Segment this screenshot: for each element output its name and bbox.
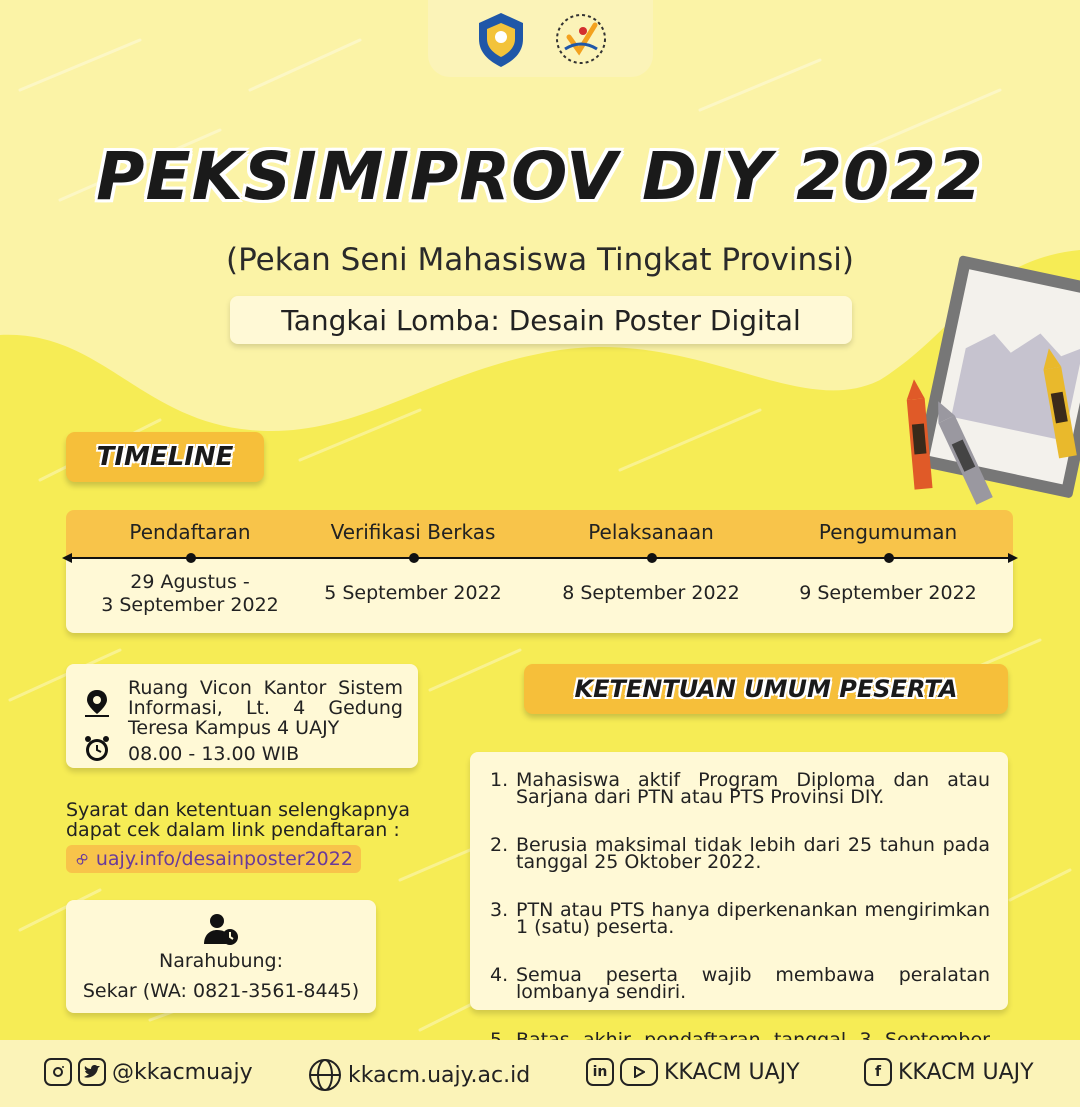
footer-linkedin-youtube[interactable] bbox=[586, 1058, 800, 1086]
timeline-date bbox=[71, 571, 309, 617]
rules-heading: KETENTUAN UMUM PESERTA bbox=[524, 664, 1008, 714]
competition-category: Tangkai Lomba: Desain Poster Digital bbox=[230, 296, 852, 344]
bsmi-logo-icon bbox=[553, 9, 609, 69]
contact-label: Narahubung: bbox=[158, 950, 283, 972]
rule-number: 3. bbox=[490, 899, 509, 921]
timeline-label: Pengumuman bbox=[818, 520, 958, 544]
venue-location: Ruang Vicon Kantor Sistem Informasi, Lt. 4 Gedung Teresa Kampus 4 UAJY bbox=[128, 677, 403, 739]
timeline-items bbox=[66, 520, 1013, 630]
venue-time: 08.00 - 13.00 WIB bbox=[128, 743, 300, 765]
alarm-clock-icon bbox=[82, 734, 112, 764]
rules-card bbox=[470, 752, 1008, 1010]
registration-note-line: dapat cek dalam link pendaftaran : bbox=[66, 819, 400, 841]
footer-social[interactable] bbox=[44, 1058, 253, 1086]
facebook-name[interactable]: KKACM UAJY bbox=[898, 1059, 1034, 1085]
rule-text: PTN atau PTS hanya diperkenankan mengirimkan 1 (satu) peserta. bbox=[516, 899, 990, 938]
registration-note bbox=[66, 800, 426, 840]
timeline-label: Verifikasi Berkas bbox=[330, 520, 496, 544]
rule-item bbox=[490, 769, 990, 808]
footer-website[interactable] bbox=[308, 1058, 530, 1092]
facebook-icon[interactable]: f bbox=[864, 1058, 892, 1086]
contact-value: Sekar (WA: 0821-3561-8445) bbox=[82, 980, 360, 1002]
event-subtitle: (Pekan Seni Mahasiswa Tingkat Provinsi) bbox=[225, 242, 854, 278]
rule-item bbox=[490, 834, 990, 873]
rule-item bbox=[490, 964, 990, 1003]
youtube-icon[interactable] bbox=[620, 1058, 658, 1086]
rule-item bbox=[490, 899, 990, 938]
timeline-date: 9 September 2022 bbox=[799, 582, 977, 604]
registration-note-line: Syarat dan ketentuan selengkapnya bbox=[66, 799, 411, 821]
timeline-item bbox=[71, 520, 309, 617]
event-title: PEKSIMIPROV DIY 2022 bbox=[96, 138, 984, 215]
timeline-item bbox=[769, 520, 1007, 605]
twitter-icon[interactable] bbox=[78, 1058, 106, 1086]
website-url[interactable]: kkacm.uajy.ac.id bbox=[348, 1062, 531, 1088]
timeline-heading: TIMELINE bbox=[66, 432, 264, 482]
timeline-label: Pelaksanaan bbox=[588, 520, 714, 544]
www-globe-icon[interactable] bbox=[308, 1058, 342, 1092]
linkedin-icon[interactable]: in bbox=[586, 1058, 614, 1086]
rule-number: 2. bbox=[490, 834, 509, 856]
timeline-item bbox=[294, 520, 532, 605]
location-pin-icon bbox=[82, 688, 112, 718]
venue-card bbox=[66, 664, 418, 768]
instagram-icon[interactable] bbox=[44, 1058, 72, 1086]
timeline-item bbox=[532, 520, 770, 605]
timeline-date: 8 September 2022 bbox=[562, 582, 740, 604]
university-logo-icon bbox=[473, 9, 529, 69]
contact-person-icon bbox=[203, 912, 239, 946]
timeline-label: Pendaftaran bbox=[129, 520, 251, 544]
social-handle[interactable]: @kkacmuajy bbox=[112, 1059, 253, 1085]
rule-text: Mahasiswa aktif Program Diploma dan atau Sarjana dari PTN atau PTS Provinsi DIY. bbox=[516, 769, 990, 808]
rule-number: 1. bbox=[490, 769, 509, 791]
timeline-date-line: 29 Agustus - bbox=[130, 571, 250, 593]
registration-link[interactable] bbox=[66, 845, 361, 873]
rule-text: Berusia maksimal tidak lebih dari 25 tahun pada tanggal 25 Oktober 2022. bbox=[516, 834, 990, 873]
registration-link-text[interactable]: uajy.info/desainposter2022 bbox=[95, 848, 353, 870]
rule-text: Semua peserta wajib membawa peralatan lombanya sendiri. bbox=[516, 964, 990, 1003]
logo-card bbox=[428, 0, 653, 77]
contact-card bbox=[66, 900, 376, 1013]
footer-facebook[interactable] bbox=[864, 1058, 1034, 1086]
timeline-date: 5 September 2022 bbox=[324, 582, 502, 604]
linkedin-youtube-name[interactable]: KKACM UAJY bbox=[664, 1059, 800, 1085]
timeline-date-line: 3 September 2022 bbox=[101, 594, 279, 616]
rule-number: 4. bbox=[490, 964, 509, 986]
link-icon: ∞ bbox=[68, 845, 96, 873]
